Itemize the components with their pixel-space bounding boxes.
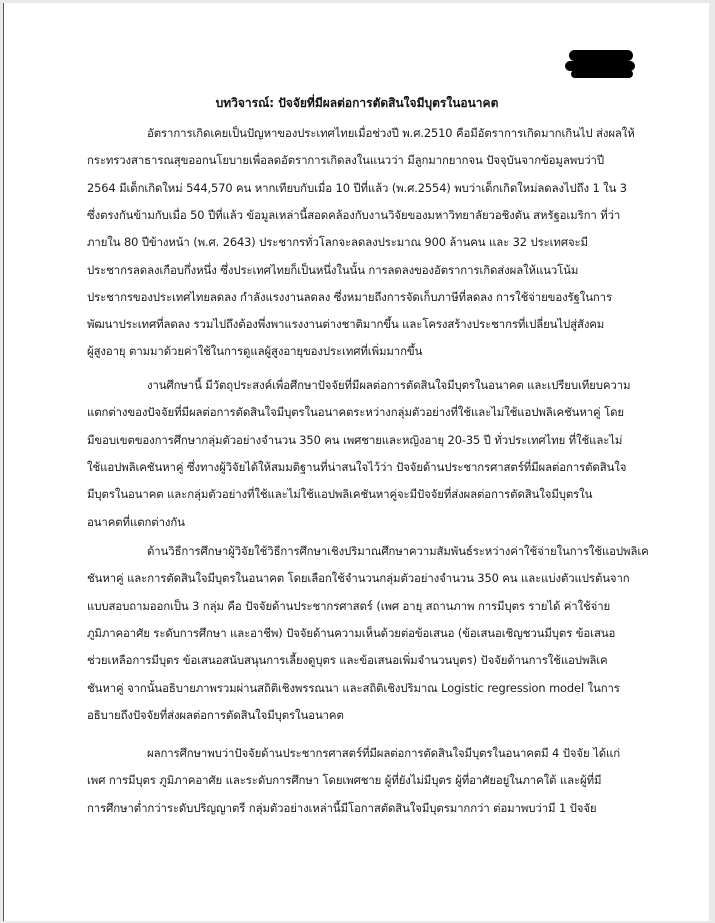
redaction-bar <box>571 70 633 78</box>
redaction-bar <box>569 50 633 61</box>
paragraph-line: พัฒนาประเทศที่ลดลง รวมไปถึงต้องพึ่งพาแรงงานต่างชาติมากขึ้น และโครงสร้างประชากรที่เปลี่ยนไปสู่สังคม <box>87 317 605 332</box>
document-title: บทวิจารณ์: ปัจจัยที่มีผลต่อการตัดสินใจมีบุตรในอนาคต <box>215 96 499 110</box>
paragraph-line: ชันหาคู่ จากนั้นอธิบายภาพรวมผ่านสถิติเชิงพรรณนา และสถิติเชิงปริมาณ Logistic regression model ในการ <box>87 680 620 695</box>
paragraph-line: แบบสอบถามออกเป็น 3 กลุ่ม คือ ปัจจัยด้านประชากรศาสตร์ (เพศ อายุ สถานภาพ การมีบุตร รายได้ ค่าใช้จ่าย <box>87 598 611 613</box>
paragraph-line: ซึ่งตรงกันข้ามกับเมื่อ 50 ปีที่แล้ว ข้อมูลเหล่านี้สอดคล้องกับงานวิจัยของมหาวิทยาลัยวอชิงตัน สหรัฐอเมริกา ที่ว่า <box>87 207 621 222</box>
paragraph-line: อัตราการเกิดเคยเป็นปัญหาของประเทศไทยเมื่อช่วงปี พ.ศ.2510 คือมีอัตราการเกิดมากเกินไป ส่งผลให้ <box>147 126 635 140</box>
paragraph-line: ภูมิภาคอาศัย ระดับการศึกษา และอาชีพ) ปัจจัยด้านความเห็นด้วยต่อข้อเสนอ (ข้อเสนอเชิญชวนมีบุตร ข้อเสนอ <box>87 625 616 640</box>
paragraph-line: ประชากรของประเทศไทยลดลง กำลังแรงงานลดลง ซึ่งหมายถึงการจัดเก็บภาษีที่ลดลง การใช้จ่ายของรัฐในการ <box>87 289 612 304</box>
document-page <box>3 3 709 921</box>
paragraph-line: ภายใน 80 ปีข้างหน้า (พ.ศ. 2643) ประชากรทั่วโลกจะลดลงประมาณ 900 ล้านคน และ 32 ประเทศจะมี <box>87 235 588 250</box>
paragraph-line: ใช้แอปพลิเคชันหาคู่ ซึ่งทางผู้วิจัยได้ให้สมมติฐานที่น่าสนใจไว้ว่า ปัจจัยด้านประชากรศาสตร์ที่มีผลต่อการตัดสินใจ <box>87 459 627 474</box>
paragraph-line: ประชากรลดลงเกือบกึ่งหนึ่ง ซึ่งประเทศไทยก็เป็นหนึ่งในนั้น การลดลงของอัตราการเกิดส่งผลให้แนวโน้ม <box>87 262 579 277</box>
paragraph-line: ผู้สูงอายุ ตามมาด้วยค่าใช้ในการดูแลผู้สูงอายุของประเทศที่เพิ่มมากขึ้น <box>87 344 423 359</box>
paragraph-line: งานศึกษานี้ มีวัตถุประสงค์เพื่อศึกษาปัจจัยที่มีผลต่อการตัดสินใจมีบุตรในอนาคต และเปรียบเทียบความ <box>147 378 631 392</box>
paragraph-line: มีบุตรในอนาคต และกลุ่มตัวอย่างที่ใช้และไม่ใช้แอปพลิเคชันหาคู่จะมีปัจจัยที่ส่งผลต่อการตัดสินใจมีบุตรใน <box>87 487 593 502</box>
paragraph-line: ผลการศึกษาพบว่าปัจจัยด้านประชากรศาสตร์ที่มีผลต่อการตัดสินใจมีบุตรในอนาคตมี 4 ปัจจัย ได้แก่ <box>147 746 621 760</box>
paragraph-line: กระทรวงสาธารณสุขออกนโยบายเพื่อลดอัตราการเกิดลงในแนวว่า มีลูกมากยากจน ปัจจุบันจากข้อมูลพบว่าปี <box>87 153 604 168</box>
paragraph-line: ชันหาคู่ และการตัดสินใจมีบุตรในอนาคต โดยเลือกใช้จำนวนกลุ่มตัวอย่างจำนวน 350 คน และแบ่งตัวแปรต้นจาก <box>87 571 630 586</box>
paragraph-line: เพศ การมีบุตร ภูมิภาคอาศัย และระดับการศึกษา โดยเพศชาย ผู้ที่ยังไม่มีบุตร ผู้ที่อาศัยอยู่ในภาคใต้ และผู้ที่มี <box>87 773 602 788</box>
paragraph-line: อธิบายถึงปัจจัยที่ส่งผลต่อการตัดสินใจมีบุตรในอนาคต <box>87 707 344 722</box>
paragraph-line: การศึกษาต่ำกว่าระดับปริญญาตรี กลุ่มตัวอย่างเหล่านี้มีโอกาสตัดสินใจมีบุตรมากกว่า ต่อมาพบว่ามี 1 ปัจจัย <box>87 800 597 815</box>
paragraph-line: มีขอบเขตของการศึกษากลุ่มตัวอย่างจำนวน 350 คน เพศชายและหญิงอายุ 20-35 ปี ทั่วประเทศไทย ที่ใช้และไม่ <box>87 432 623 447</box>
paragraph-line: 2564 มีเด็กเกิดใหม่ 544,570 คน หากเทียบกับเมื่อ 10 ปีที่แล้ว (พ.ศ.2554) พบว่าเด็กเกิดใหม่ลดลงไปถึง 1 ใน 3 <box>87 180 627 195</box>
paragraph-line: ช่วยเหลือการมีบุตร ข้อเสนอสนับสนุนการเลี้ยงดูบุตร และข้อเสนอเพิ่มจำนวนบุตร) ปัจจัยด้านการใช้แอปพลิเค <box>87 653 608 668</box>
paragraph-line: แตกต่างของปัจจัยที่มีผลต่อการตัดสินใจมีบุตรในอนาคตระหว่างกลุ่มตัวอย่างที่ใช้และไม่ใช้แอปพลิเคชันหาคู่ โดย <box>87 405 624 420</box>
paragraph-line: ด้านวิธีการศึกษาผู้วิจัยใช้วิธีการศึกษาเชิงปริมาณศึกษาความสัมพันธ์ระหว่างค่าใช้จ่ายในการใช้แอปพลิเค <box>147 544 649 558</box>
redaction-mark <box>565 46 637 80</box>
paragraph-line: อนาคตที่แตกต่างกัน <box>87 514 185 529</box>
